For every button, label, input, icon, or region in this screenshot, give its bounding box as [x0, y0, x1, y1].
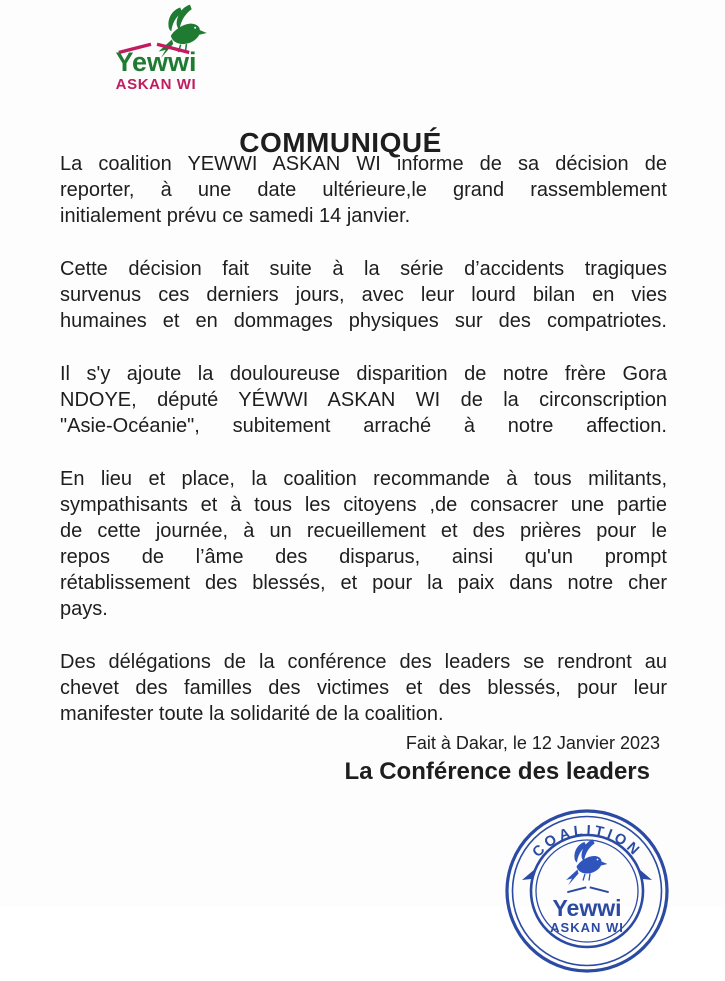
- text-line: manifester toute la solidarité de la coalition.: [60, 703, 444, 725]
- logo-name-primary: Yewwi: [115, 47, 197, 77]
- text-line: En lieu et place, la coalition recommande à tous militants,: [60, 468, 667, 490]
- text-line: Des délégations de la conférence des leaders se rendront au: [60, 651, 667, 673]
- text-line: reporter, à une date ultérieure,le grand rassemblement: [60, 179, 667, 201]
- text-line: La coalition YEWWI ASKAN WI informe de sa décision de: [60, 153, 667, 175]
- text-line: repos de l’âme des disparus, ainsi qu'un prompt: [60, 546, 667, 568]
- text-line: Cette décision fait suite à la série d’accidents tragiques: [60, 258, 667, 280]
- stamp-name-primary: Yewwi: [552, 895, 622, 921]
- paragraph-accidents: [60, 256, 667, 334]
- org-logo: [100, 2, 232, 98]
- coalition-stamp: [502, 806, 672, 976]
- paragraph-recommendation: [60, 466, 667, 622]
- signatory: La Conférence des leaders: [344, 758, 650, 785]
- logo-name-secondary: ASKAN WI: [115, 76, 197, 93]
- stamp-name-secondary: ASKAN WI: [550, 920, 624, 935]
- text-line: initialement prévu ce samedi 14 janvier.: [60, 205, 411, 227]
- text-line: NDOYE, député YÉWWI ASKAN WI de la circonscription: [60, 389, 667, 411]
- text-line: sympathisants et à tous les citoyens ,de consacrer une partie: [60, 494, 667, 516]
- dateline: Fait à Dakar, le 12 Janvier 2023: [405, 733, 660, 753]
- text-line: pays.: [60, 598, 108, 620]
- stamp-chevron-icon: [567, 887, 608, 892]
- stamp-seal-icon: [502, 806, 672, 976]
- paragraph-deputy: [60, 361, 667, 439]
- paragraph-postponement: [60, 151, 667, 229]
- communique-title: COMMUNIQUÉ: [239, 126, 442, 158]
- text-line: de cette journée, à un recueillement et des prières pour le: [60, 520, 667, 542]
- communique-body: [60, 151, 667, 754]
- stamp-dove-icon: [566, 840, 608, 886]
- stamp-arc-label: COALITION: [529, 822, 645, 861]
- text-line: Il s'y ajoute la douloureuse disparition de notre frère Gora: [60, 363, 667, 385]
- text-line: chevet des familles des victimes et des blessés, pour leur: [60, 677, 667, 699]
- text-line: humaines et en dommages physiques sur des compatriotes.: [60, 310, 667, 332]
- text-line: "Asie-Océanie", subitement arraché à notre affection.: [60, 415, 667, 437]
- text-line: rétablissement des blessés, et pour la paix dans notre cher: [60, 572, 667, 594]
- paragraph-delegations: [60, 649, 667, 727]
- text-line: survenus ces derniers jours, avec leur lourd bilan en vies: [60, 284, 667, 306]
